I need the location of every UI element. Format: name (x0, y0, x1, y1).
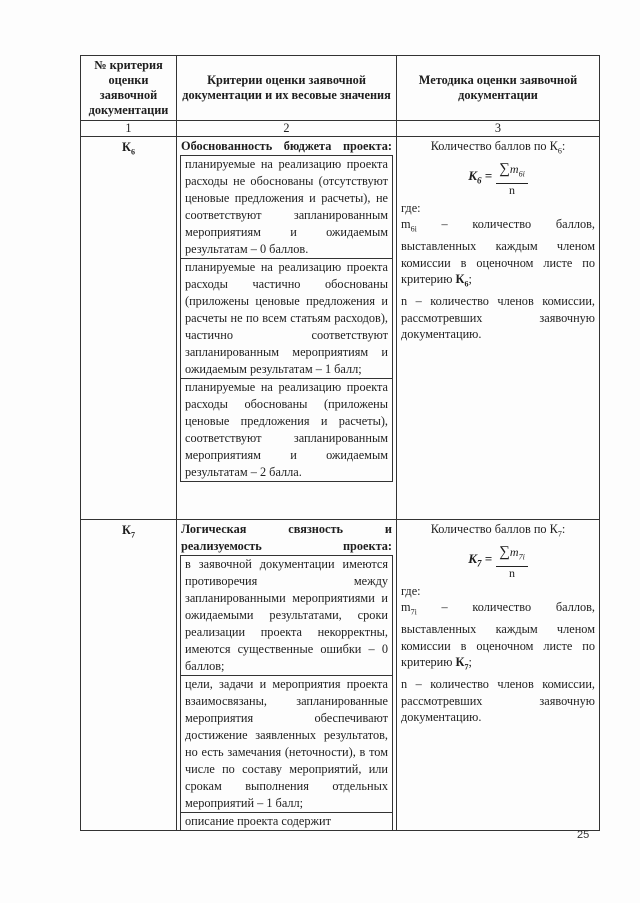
table-row (81, 520, 600, 831)
table-header-row (81, 56, 600, 121)
score-option: планируемые на реализацию проекта расходы обоснованы (приложены ценовые предложения и расчеты), соответствуют запланированным мероприятиям и ожидаемым результатам – 2 балла. (180, 378, 393, 482)
criterion-code: $К_6$ (81, 137, 177, 520)
where-label: где: (401, 583, 421, 598)
m-definition: $m_{7i}$ – количество баллов, выставленных каждым членом комиссии в оценочном листе по критерию $К_7$; (401, 600, 595, 672)
column-number: 1 (81, 121, 177, 137)
score-option: планируемые на реализацию проекта расходы не обоснованы (отсутствуют ценовые предложения и расчеты), не соответствуют запланированным мероприятиям и ожидаемым результатам – 0 баллов. (180, 155, 393, 258)
column-number: 2 (177, 121, 397, 137)
score-option: планируемые на реализацию проекта расходы частично обоснованы (приложены ценовые предложения и расчеты не по всем статьям расходов), частично соответствуют запланированным мероприятиям и ожидаемым результатам – 1 балл; (180, 258, 393, 378)
criterion-code: $К_7$ (81, 520, 177, 831)
method-heading: Количество баллов по $К_7$: (430, 522, 566, 539)
method-cell (397, 137, 600, 520)
header-criterion-number: № критерия оценки заявочной документации (81, 56, 177, 121)
criteria-table (80, 55, 600, 831)
method-heading: Количество баллов по $К_6$: (430, 139, 566, 156)
criterion-title: Обоснованность бюджета проекта: (181, 139, 392, 153)
page-number: 25 (577, 829, 590, 841)
score-option: описание проекта содержит (180, 812, 393, 830)
criterion-title: Логическая связность и реализуемость проекта: (181, 522, 392, 553)
method-cell (397, 520, 600, 831)
score-formula: $К_7$ = $\frac{\sum m_{7i}}{n}$ (401, 544, 595, 580)
n-definition: n – количество членов комиссии, рассмотревших заявочную документацию. (401, 294, 595, 342)
table-row (81, 137, 600, 520)
where-label: где: (401, 200, 421, 215)
column-number: 3 (397, 121, 600, 137)
criterion-description (177, 137, 397, 520)
score-option: цели, задачи и мероприятия проекта взаимосвязаны, запланированные мероприятия обеспечивают достижение заявленных результатов, но есть замечания (неточности), в том числе по составу мероприятий, или срокам выполнения отдельных мероприятий – 1 балл; (180, 675, 393, 812)
criterion-description (177, 520, 397, 831)
n-definition: n – количество членов комиссии, рассмотревших заявочную документацию. (401, 677, 595, 725)
column-number-row (81, 121, 600, 137)
header-method: Методика оценки заявочной документации (397, 56, 600, 121)
header-criteria: Критерии оценки заявочной документации и их весовые значения (177, 56, 397, 121)
score-formula: $К_6$ = $\frac{\sum m_{6i}}{n}$ (401, 161, 595, 197)
score-option: в заявочной документации имеются противоречия между запланированными мероприятиями и ожидаемыми результатами, сроки реализации проекта некорректны, имеются существенные ошибки – 0 баллов; (180, 555, 393, 675)
m-definition: $m_{6i}$ – количество баллов, выставленных каждым членом комиссии в оценочном листе по критерию $К_6$; (401, 217, 595, 289)
